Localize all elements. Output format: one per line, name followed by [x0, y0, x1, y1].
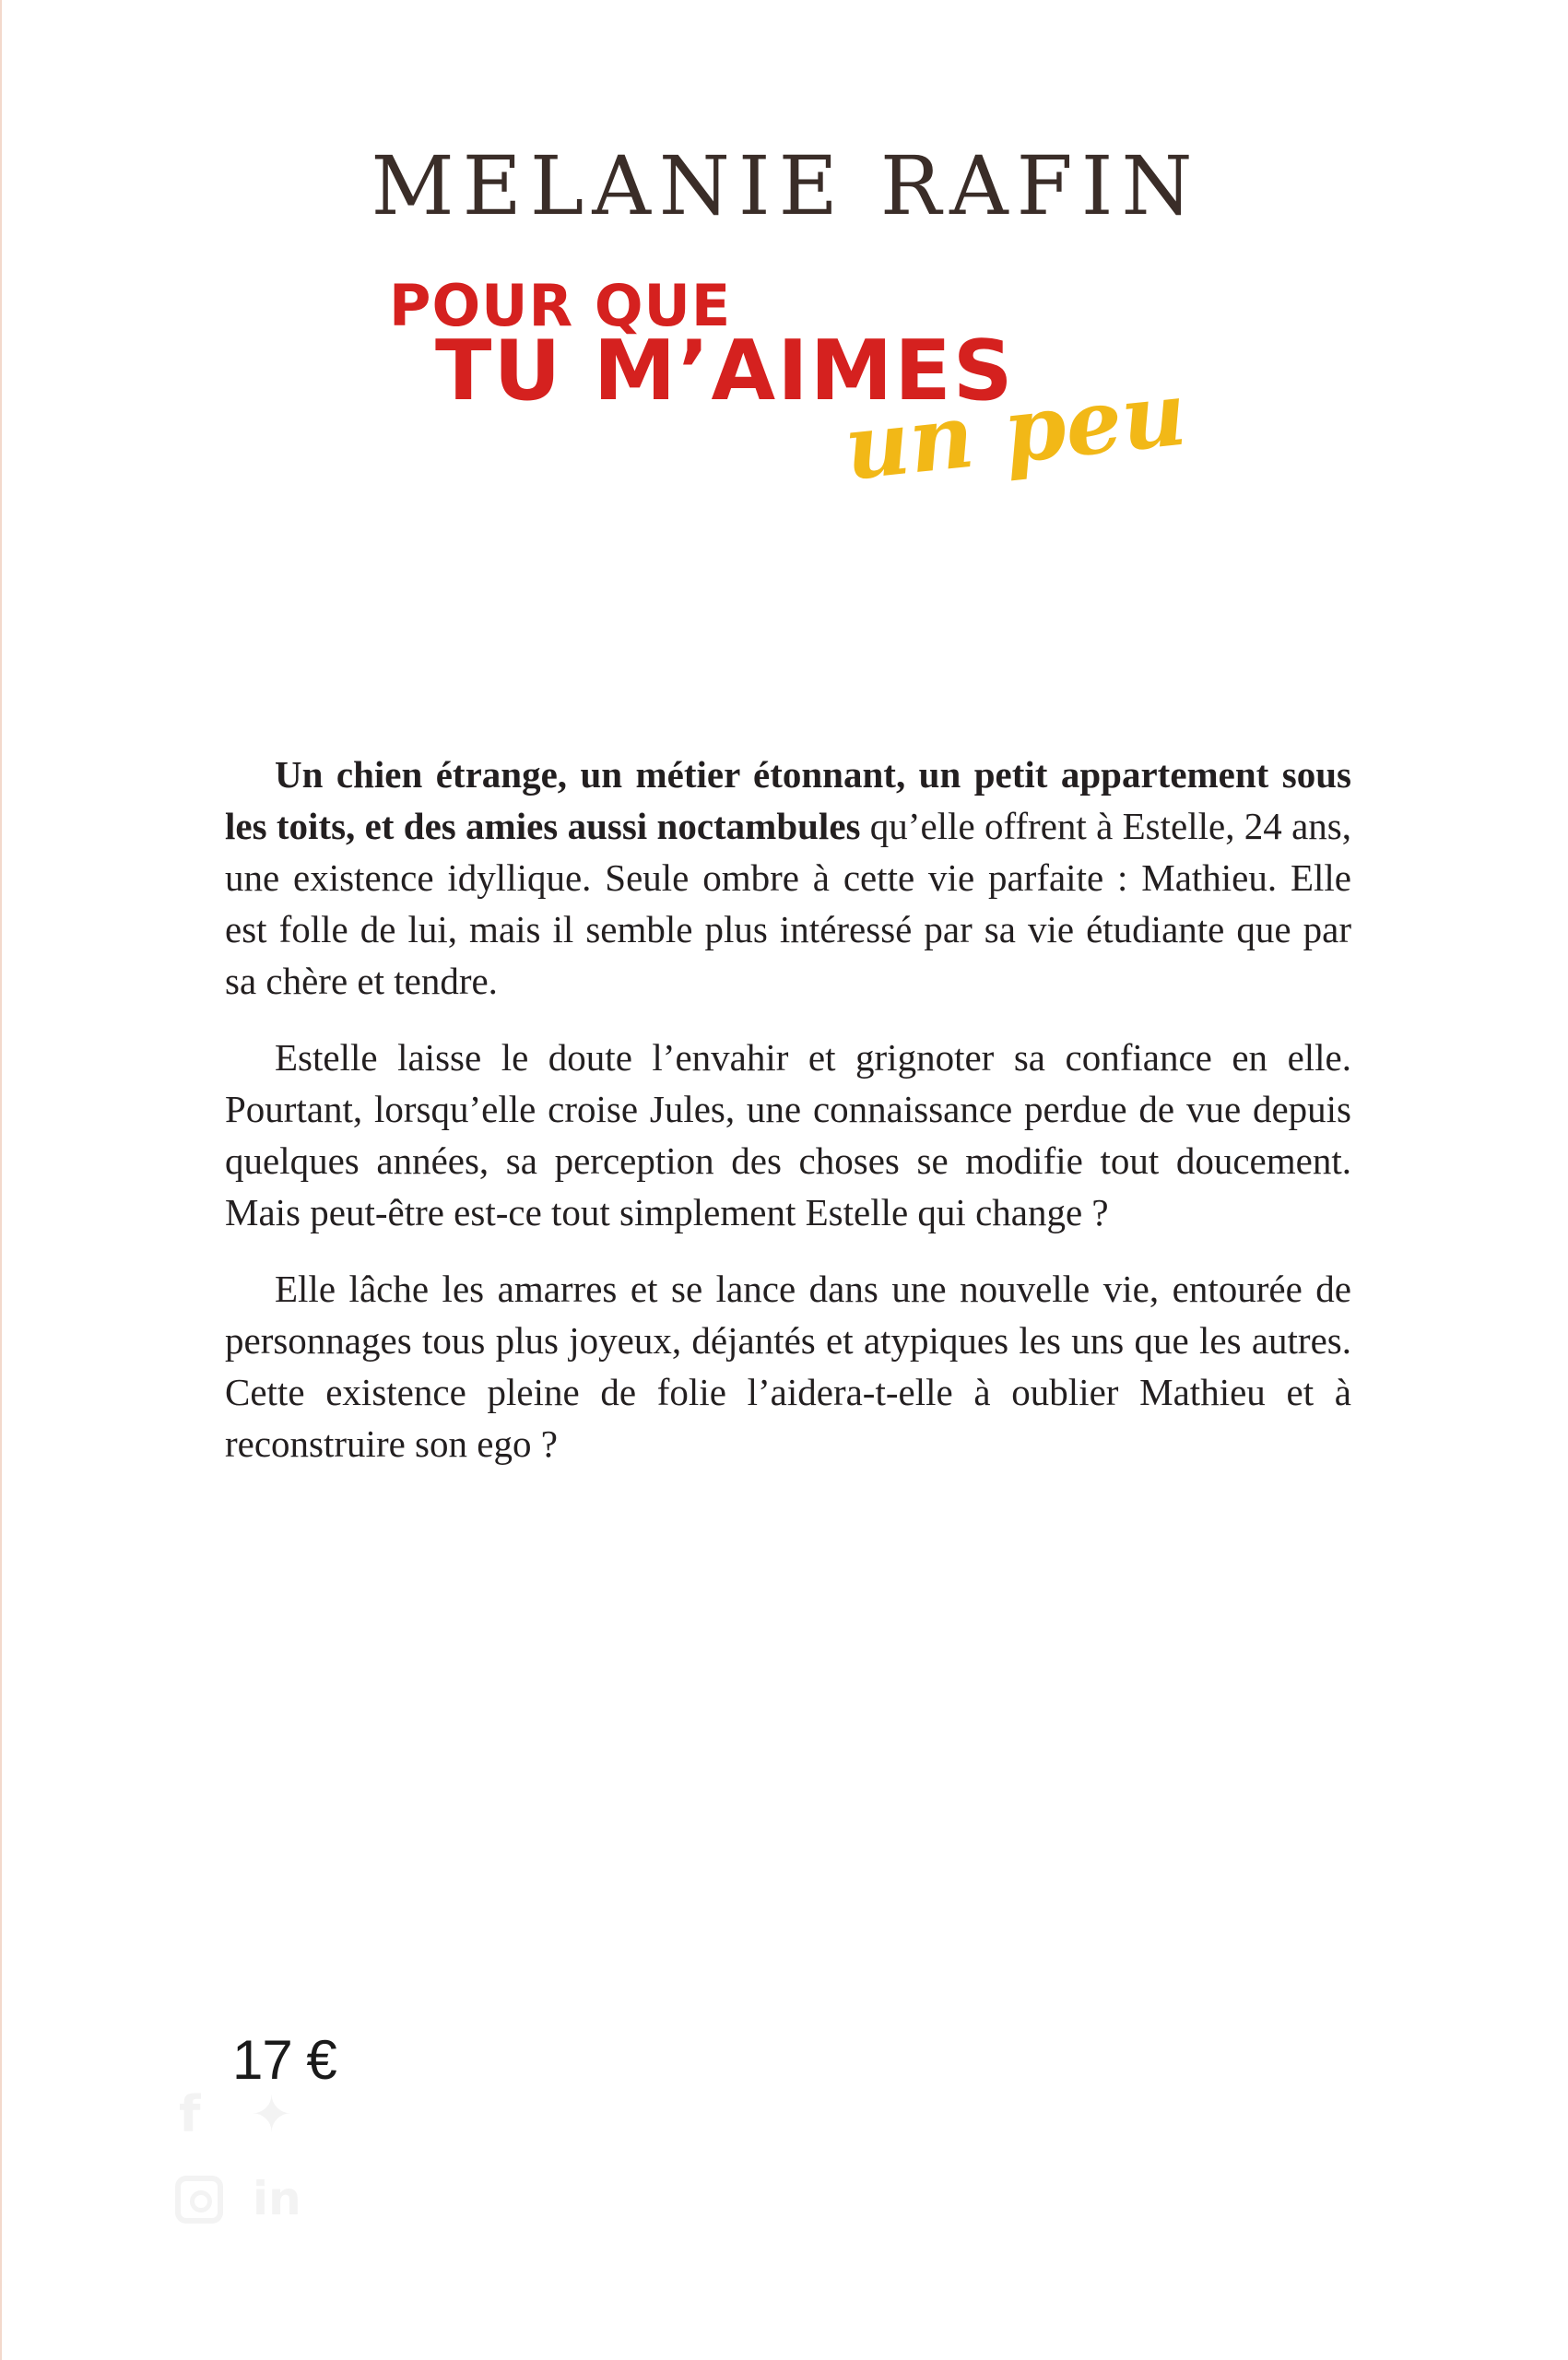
book-title — [389, 272, 1274, 549]
instagram-icon — [175, 2176, 223, 2224]
linkedin-icon: in — [253, 2172, 301, 2225]
book-blurb — [225, 749, 1351, 1494]
blurb-lead-rest: qu’elle offrent à Estelle, 24 ans, une existence idyllique. Seule ombre à cette vie parfaite : Mathieu. Elle est folle de lui, mais il semble plus intéressé par sa vie étudiante que par sa chère et tendre. — [225, 805, 1352, 1002]
facebook-icon: f — [179, 2085, 201, 2143]
blurb-paragraph-2: Estelle laisse le doute l’envahir et grignoter sa confiance en elle. Pourtant, lorsqu’elle croise Jules, une connaissance perdue de vue depuis quelques années, sa perception des choses se modifie tout doucement. Mais peut-être est-ce tout simplement Estelle qui change ? — [225, 1036, 1351, 1233]
title-line-3: un peu — [840, 360, 1191, 501]
blurb-lead-bold: Un chien étrange, un métier étonnant, un petit appartement sous les toits, et des amies aussi noctambules — [225, 753, 1351, 847]
price-label: 17 € — [232, 2029, 336, 2091]
author-name: MELANIE RAFIN — [371, 138, 1201, 233]
title-line-1: POUR QUE — [389, 272, 732, 339]
blurb-paragraph-3: Elle lâche les amarres et se lance dans une nouvelle vie, entourée de personnages tous plus joyeux, déjantés et atypiques les uns que les autres. Cette existence pleine de folie l’aidera-t-elle à oublier Mathieu et à reconstruire son ego ? — [225, 1268, 1351, 1465]
blurb-paragraph-1 — [225, 749, 1351, 1007]
title-line-2: TU M’AIMES — [435, 323, 1015, 419]
twitter-icon: ✦ — [251, 2085, 293, 2143]
